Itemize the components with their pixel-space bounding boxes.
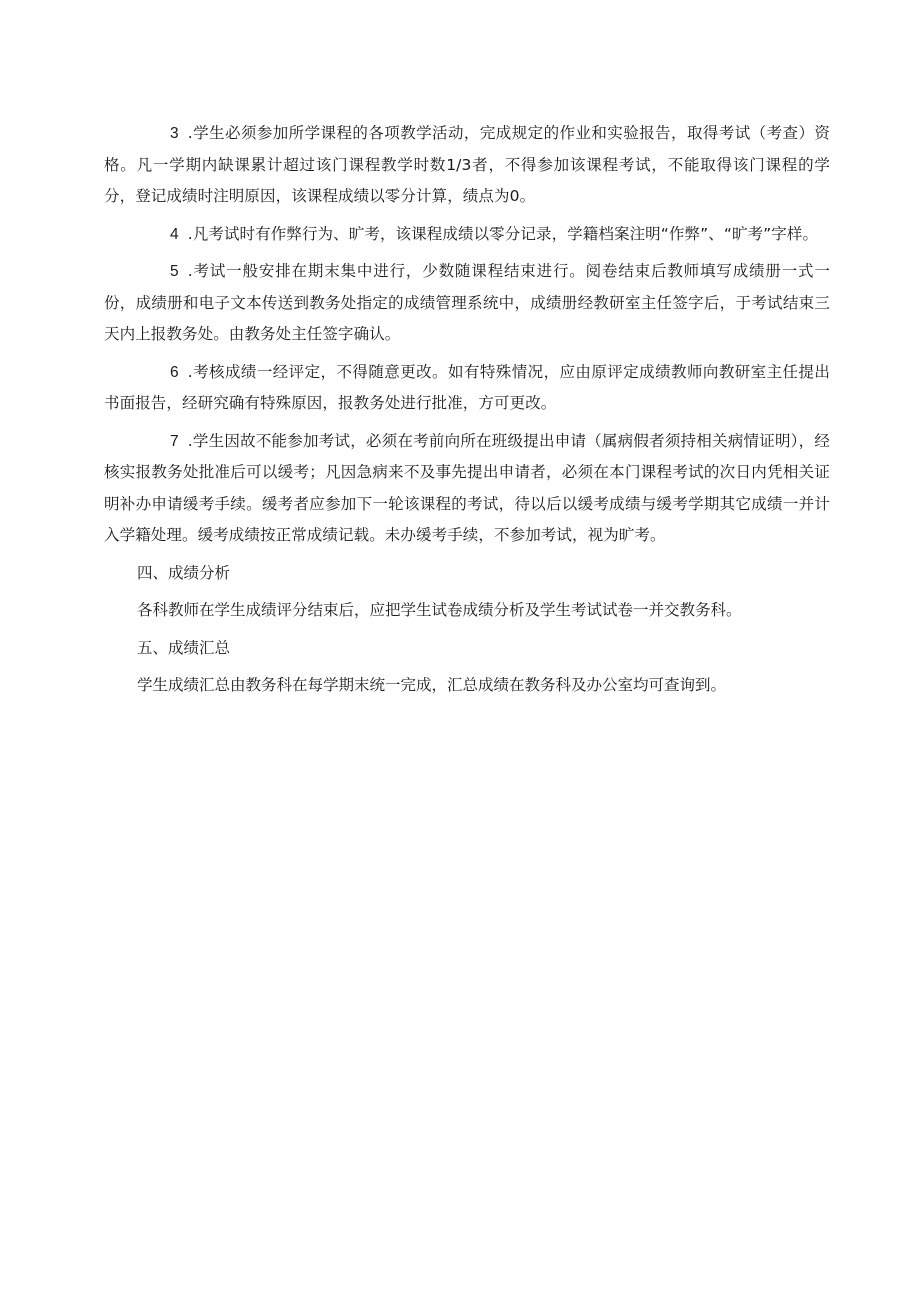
document-body	[104, 118, 830, 708]
rule-item-3	[104, 118, 830, 213]
rule-number: 5	[170, 263, 179, 280]
rule-item-5	[104, 256, 830, 351]
rule-text: .考试一般安排在期末集中进行，少数随课程结束进行。阅卷结束后教师填写成绩册一式一份，成绩册和电子文本传送到教务处指定的成绩管理系统中，成绩册经教研室主任签字后，于考试结束三天内上报教务处。由教务处主任签字确认。	[104, 262, 830, 343]
rule-text: .学生必须参加所学课程的各项教学活动，完成规定的作业和实验报告，取得考试（考查）资格。凡一学期内缺课累计超过该门课程教学时数1/3者，不得参加该课程考试，不能取得该门课程的学分，登记成绩时注明原因，该课程成绩以零分计算，绩点为0。	[104, 124, 830, 205]
rule-number: 7	[170, 432, 179, 450]
section-heading-summary: 五、成绩汇总	[137, 638, 231, 657]
rule-text: .凡考试时有作弊行为、旷考，该课程成绩以零分记录，学籍档案注明“作弊”、“旷考”字样。	[187, 224, 819, 243]
rule-item-4	[104, 219, 830, 251]
rule-text: .学生因故不能参加考试，必须在考前向所在班级提出申请（属病假者须持相关病情证明），经核实报教务处批准后可以缓考；凡因急病来不及事先提出申请者，必须在本门课程考试的次日内凭相关证明补办申请缓考手续。缓考者应参加下一轮该课程的考试，待以后以缓考成绩与缓考学期其它成绩一并计入学籍处理。缓考成绩按正常成绩记载。未办缓考手续，不参加考试，视为旷考。	[104, 431, 830, 544]
rule-number: 4	[170, 225, 179, 243]
rule-number: 6	[170, 363, 179, 381]
section-text-analysis: 各科教师在学生成绩评分结束后，应把学生试卷成绩分析及学生考试试卷一并交教务科。	[137, 601, 742, 619]
section-text-summary: 学生成绩汇总由教务科在每学期末统一完成，汇总成绩在教务科及办公室均可查询到。	[137, 676, 727, 694]
rule-item-7	[104, 426, 830, 552]
rule-item-6	[104, 357, 830, 420]
section-heading-analysis: 四、成绩分析	[137, 563, 231, 582]
rule-text: .考核成绩一经评定，不得随意更改。如有特殊情况，应由原评定成绩教师向教研室主任提出书面报告，经研究确有特殊原因，报教务处进行批准，方可更改。	[104, 362, 830, 412]
rule-number: 3	[170, 125, 179, 142]
